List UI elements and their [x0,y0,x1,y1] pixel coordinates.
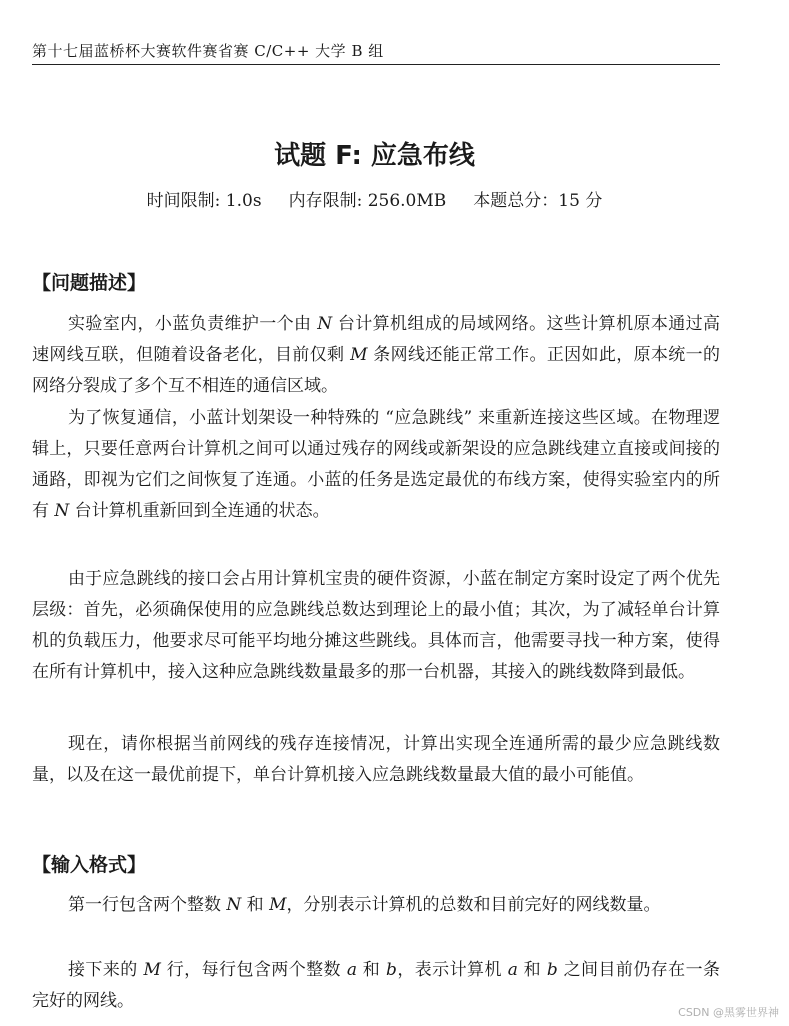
input-format-paragraph-2: 接下来的 M 行，每行包含两个整数 a 和 b，表示计算机 a 和 b 之间目前仍存在一条完好的网线。 [32,960,721,1011]
page-header: 第十七届蓝桥杯大赛软件赛省赛 C/C++ 大学 B 组 [32,42,384,60]
csdn-watermark: CSDN @黑雾世界神 [678,1006,779,1019]
section-title-input-format: 【输入格式】 [32,854,147,876]
description-paragraph-2: 为了恢复通信，小蓝计划架设一种特殊的 “应急跳线” 来重新连接这些区域。在物理逻辑上，只要任意两台计算机之间可以通过残存的网线或新架设的应急跳线建立直接或间接的通路，即视为它们之间恢复了连通。小蓝的任务是选定最优的布线方案，使得实验室内的所有 N 台计算机重新回到全连通的状态。 [32,408,720,521]
input-format-paragraph-1: 第一行包含两个整数 N 和 M，分别表示计算机的总数和目前完好的网线数量。 [68,895,661,915]
description-paragraph-4: 现在，请你根据当前网线的残存连接情况，计算出实现全连通所需的最少应急跳线数量，以及在这一最优前提下，单台计算机接入应急跳线数量最大值的最小可能值。 [32,734,720,785]
section-title-description: 【问题描述】 [32,272,147,294]
problem-title: 试题 F: 应急布线 [274,141,475,171]
header-rule [32,64,720,65]
problem-limits: 时间限制: 1.0s 内存限制: 256.0MB 本题总分：15 分 [146,191,603,211]
description-paragraph-3: 由于应急跳线的接口会占用计算机宝贵的硬件资源，小蓝在制定方案时设定了两个优先层级：首先，必须确保使用的应急跳线总数达到理论上的最小值；其次，为了减轻单台计算机的负载压力，他要求尽可能平均地分摊这些跳线。具体而言，他需要寻找一种方案，使得在所有计算机中，接入这种应急跳线数量最多的那一台机器，其接入的跳线数降到最低。 [32,569,720,682]
description-paragraph-1: 实验室内，小蓝负责维护一个由 N 台计算机组成的局域网络。这些计算机原本通过高速网线互联，但随着设备老化，目前仅剩 M 条网线还能正常工作。正因如此，原本统一的网络分裂成了多个互不相连的通信区域。 [32,314,721,396]
